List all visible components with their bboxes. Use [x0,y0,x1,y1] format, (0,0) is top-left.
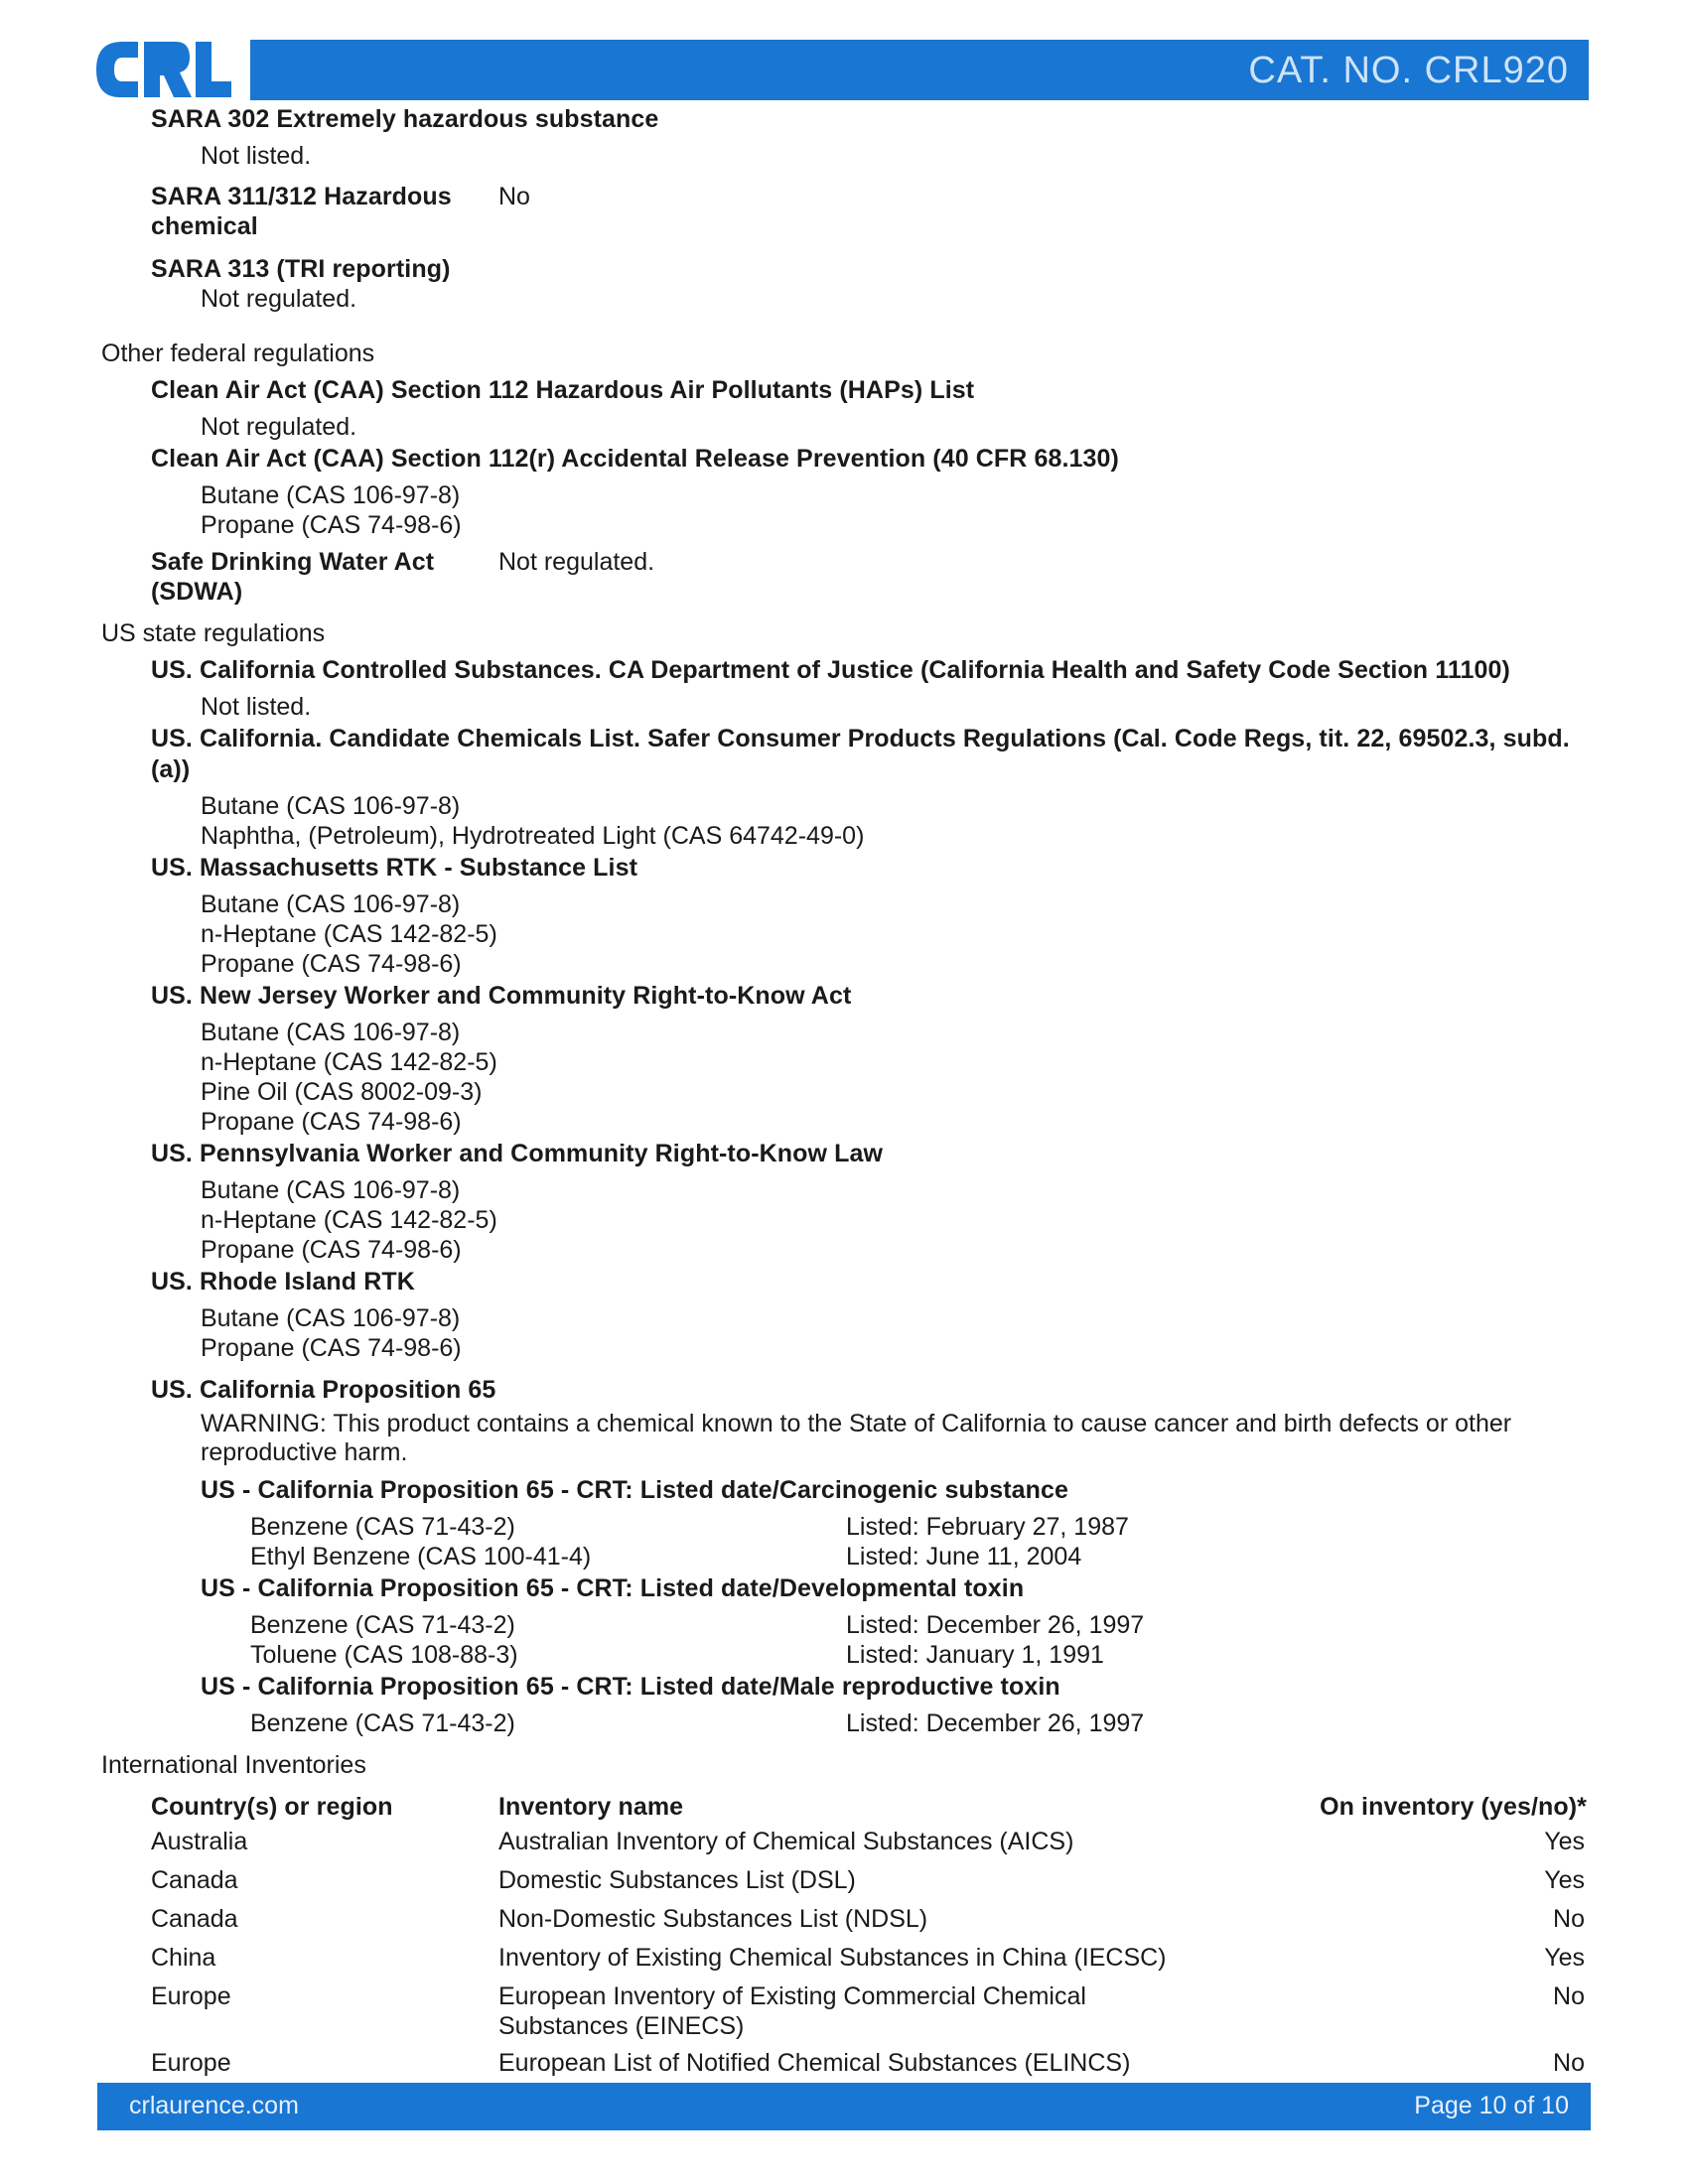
table-cell-on: No [1553,2049,1585,2077]
table-cell-on: Yes [1544,1866,1585,1894]
catalog-number: CAT. NO. CRL920 [1248,50,1569,91]
listed-date: Listed: February 27, 1987 [846,1513,1129,1541]
sara-313-value: Not regulated. [201,285,357,313]
table-cell-country: China [151,1944,216,1972]
list-item: Toluene (CAS 108-88-3) [250,1641,518,1669]
listed-date: Listed: June 11, 2004 [846,1543,1082,1570]
prop65-developmental-label: US - California Proposition 65 - CRT: Listed date/Developmental toxin [201,1574,1025,1602]
table-cell-country: Australia [151,1828,248,1855]
sdwa-label-line1: Safe Drinking Water Act [151,548,435,576]
listed-date: Listed: December 26, 1997 [846,1709,1145,1737]
list-item: Butane (CAS 106-97-8) [201,890,461,918]
table-cell-country: Europe [151,1982,231,2010]
prop65-label: US. California Proposition 65 [151,1376,496,1404]
col-header-country: Country(s) or region [151,1793,393,1821]
table-cell-name-line2: Substances (EINECS) [498,2012,745,2040]
list-item: n-Heptane (CAS 142-82-5) [201,920,497,948]
table-cell-on: No [1553,1905,1585,1933]
state-heading: US state regulations [101,619,326,647]
sara-311-label-line2: chemical [151,212,258,240]
list-item: Propane (CAS 74-98-6) [201,950,462,978]
table-cell-on: Yes [1544,1944,1585,1972]
prop65-warning-line1: WARNING: This product contains a chemical known to the State of California to cause cancer and birth defects or other [201,1410,1512,1437]
header-bar [250,40,1589,100]
footer-bar [97,2083,1591,2130]
table-cell-name: Non-Domestic Substances List (NDSL) [498,1905,928,1933]
table-cell-name: Australian Inventory of Chemical Substances (AICS) [498,1828,1074,1855]
list-item: Naphtha, (Petroleum), Hydrotreated Light (CAS 64742-49-0) [201,822,865,850]
list-item: Benzene (CAS 71-43-2) [250,1611,515,1639]
col-header-inventory-name: Inventory name [498,1793,684,1821]
table-cell-on: Yes [1544,1828,1585,1855]
table-cell-country: Canada [151,1866,238,1894]
nj-rtk-label: US. New Jersey Worker and Community Right-to-Know Act [151,982,852,1010]
list-item: Butane (CAS 106-97-8) [201,1176,461,1204]
listed-date: Listed: January 1, 1991 [846,1641,1104,1669]
list-item: Butane (CAS 106-97-8) [201,1019,461,1046]
pa-rtk-label: US. Pennsylvania Worker and Community Right-to-Know Law [151,1140,884,1167]
table-cell-on: No [1553,1982,1585,2010]
list-item: Butane (CAS 106-97-8) [201,1304,461,1332]
list-item: Propane (CAS 74-98-6) [201,511,462,539]
table-cell-name: European Inventory of Existing Commercial Chemical [498,1982,1086,2010]
table-cell-name: European List of Notified Chemical Substances (ELINCS) [498,2049,1131,2077]
col-header-on-inventory: On inventory (yes/no)* [1320,1793,1587,1821]
table-cell-country: Europe [151,2049,231,2077]
ca-candidate-label-line2: (a)) [151,755,191,783]
list-item: Benzene (CAS 71-43-2) [250,1513,515,1541]
sara-302-label: SARA 302 Extremely hazardous substance [151,105,659,133]
page-number: Page 10 of 10 [1414,2092,1569,2119]
prop65-warning-line2: reproductive harm. [201,1438,408,1466]
listed-date: Listed: December 26, 1997 [846,1611,1145,1639]
ca-controlled-label: US. California Controlled Substances. CA Department of Justice (California Health and Safety Code Section 11100) [151,656,1510,684]
ri-rtk-label: US. Rhode Island RTK [151,1268,415,1296]
list-item: Ethyl Benzene (CAS 100-41-4) [250,1543,592,1570]
sdwa-label-line2: (SDWA) [151,578,243,606]
list-item: Benzene (CAS 71-43-2) [250,1709,515,1737]
list-item: Butane (CAS 106-97-8) [201,792,461,820]
sara-311-value: No [498,183,530,210]
crl-logo [94,40,233,99]
list-item: n-Heptane (CAS 142-82-5) [201,1048,497,1076]
federal-heading: Other federal regulations [101,340,375,367]
caa-112r-label: Clean Air Act (CAA) Section 112(r) Accidental Release Prevention (40 CFR 68.130) [151,445,1119,473]
table-cell-name: Domestic Substances List (DSL) [498,1866,856,1894]
list-item: Butane (CAS 106-97-8) [201,481,461,509]
sara-311-label-line1: SARA 311/312 Hazardous [151,183,452,210]
prop65-carcinogen-label: US - California Proposition 65 - CRT: Listed date/Carcinogenic substance [201,1476,1069,1504]
ca-candidate-label-line1: US. California. Candidate Chemicals List. Safer Consumer Products Regulations (Cal. Code Regs, tit. 22, 69502.3, subd. [151,725,1570,752]
sara-313-label: SARA 313 (TRI reporting) [151,255,451,283]
sara-302-value: Not listed. [201,142,312,170]
ma-rtk-label: US. Massachusetts RTK - Substance List [151,854,638,882]
list-item: Propane (CAS 74-98-6) [201,1108,462,1136]
prop65-male-repro-label: US - California Proposition 65 - CRT: Listed date/Male reproductive toxin [201,1673,1060,1701]
list-item: Propane (CAS 74-98-6) [201,1236,462,1264]
list-item: Pine Oil (CAS 8002-09-3) [201,1078,483,1106]
table-cell-name: Inventory of Existing Chemical Substances in China (IECSC) [498,1944,1167,1972]
footer-website-link[interactable]: crlaurence.com [129,2092,299,2119]
caa-112-label: Clean Air Act (CAA) Section 112 Hazardous Air Pollutants (HAPs) List [151,376,975,404]
sdwa-value: Not regulated. [498,548,655,576]
table-cell-country: Canada [151,1905,238,1933]
caa-112-value: Not regulated. [201,413,357,441]
list-item: n-Heptane (CAS 142-82-5) [201,1206,497,1234]
ca-controlled-value: Not listed. [201,693,312,721]
list-item: Propane (CAS 74-98-6) [201,1334,462,1362]
inventories-heading: International Inventories [101,1751,366,1779]
